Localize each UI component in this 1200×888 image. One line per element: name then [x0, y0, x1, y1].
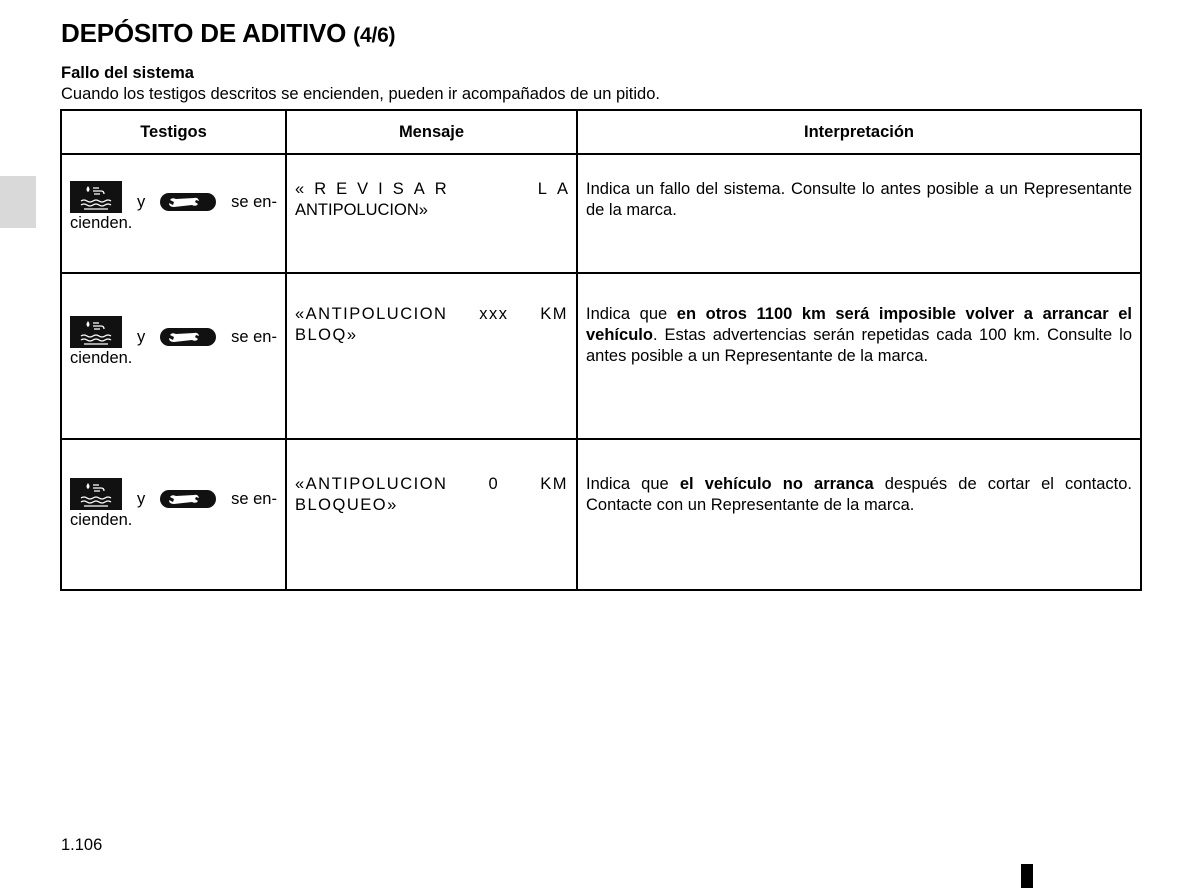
section-heading: Fallo del sistema [61, 64, 194, 82]
message-line2: BLOQUEO» [295, 496, 398, 514]
table-row [61, 154, 1141, 273]
message-char: R [434, 180, 447, 198]
page-number: 1.106 [61, 836, 103, 854]
message-line1 [295, 474, 568, 495]
message-word: xxx [479, 305, 509, 323]
chapter-tab-marker [0, 176, 36, 228]
additive-warning-lamp-icon [70, 181, 122, 213]
page-title [61, 18, 395, 49]
lamps-conjunction: y [136, 328, 146, 346]
message-word: «ANTIPOLUCION [295, 475, 448, 493]
message-line2: BLOQ» [295, 326, 358, 344]
warning-lamps-table [60, 109, 1142, 591]
table-row [61, 439, 1141, 590]
message-char: E [336, 180, 348, 198]
message-word: 0 [488, 475, 500, 493]
interpretation-text: Indica que [586, 305, 677, 323]
interpretation-cell [577, 273, 1141, 439]
lamps-tail-line2: cienden. [70, 214, 133, 232]
additive-warning-lamp-icon [70, 316, 122, 348]
lamps-tail: se en- [231, 328, 277, 346]
message-word: «ANTIPOLUCION [295, 305, 448, 323]
message-word-revisar [295, 179, 447, 200]
message-char: V [357, 180, 369, 198]
message-word: KM [540, 305, 568, 323]
interpretation-text: Indica un fallo del sistema. Consulte lo antes posible a un Representante de la marca. [586, 180, 1132, 219]
message-line1 [295, 304, 568, 325]
wrench-service-lamp-icon [160, 328, 216, 346]
message-text [295, 474, 568, 516]
lamps-tail: se en- [231, 490, 277, 508]
interpretation-text-cont: después de cortar el contacto. Contacte con un Representante de la marca. [586, 475, 1133, 514]
message-word-la [538, 179, 568, 200]
additive-warning-lamp-icon [70, 478, 122, 510]
message-cell [286, 273, 577, 439]
interpretation-cell [577, 154, 1141, 273]
lamps-cell [61, 154, 286, 273]
table-header-row [61, 110, 1141, 154]
message-text [295, 179, 568, 221]
lamps-cell [61, 439, 286, 590]
message-text [295, 304, 568, 346]
message-char: I [378, 180, 383, 198]
lamps-line [70, 478, 277, 510]
page-title-suffix: (4/6) [353, 24, 396, 47]
lamps-conjunction: y [136, 193, 146, 211]
message-line1 [295, 179, 568, 200]
lamps-conjunction: y [136, 490, 146, 508]
message-char: A [556, 180, 568, 198]
lamps-tail: se en- [231, 193, 277, 211]
interpretation-emphasis: en otros 1100 km será imposible volver a arrancar el vehículo [586, 305, 1132, 344]
message-cell [286, 439, 577, 590]
wrench-service-lamp-icon [160, 490, 216, 508]
interpretation-emphasis: el vehículo no arranca [679, 475, 874, 493]
message-line2: ANTIPOLUCION» [295, 201, 428, 219]
message-char: A [413, 180, 425, 198]
wrench-service-lamp-icon [160, 193, 216, 211]
lamps-tail-line2: cienden. [70, 349, 133, 367]
table-row [61, 273, 1141, 439]
message-char: S [392, 180, 404, 198]
message-char: R [314, 180, 327, 198]
page-edge-marker [1021, 864, 1033, 888]
interpretation-text: Indica que [586, 475, 680, 493]
lamps-line [70, 181, 277, 213]
lamps-tail-line2: cienden. [70, 511, 133, 529]
lamps-cell [61, 273, 286, 439]
message-cell [286, 154, 577, 273]
header-testigos: Testigos [61, 110, 286, 154]
lamps-line [70, 316, 277, 348]
message-char: « [295, 180, 305, 198]
interpretation-cell [577, 439, 1141, 590]
header-mensaje: Mensaje [286, 110, 577, 154]
message-word: KM [540, 475, 568, 493]
header-interpretacion: Interpretación [577, 110, 1141, 154]
message-char: L [537, 180, 547, 198]
interpretation-text-cont: . Estas advertencias serán repetidas cada 100 km. Consulte lo antes posible a un Representante de la marca. [586, 326, 1132, 365]
section-intro: Cuando los testigos descritos se encienden, pueden ir acompañados de un pitido. [61, 85, 660, 103]
page-title-text: DEPÓSITO DE ADITIVO [61, 18, 347, 48]
